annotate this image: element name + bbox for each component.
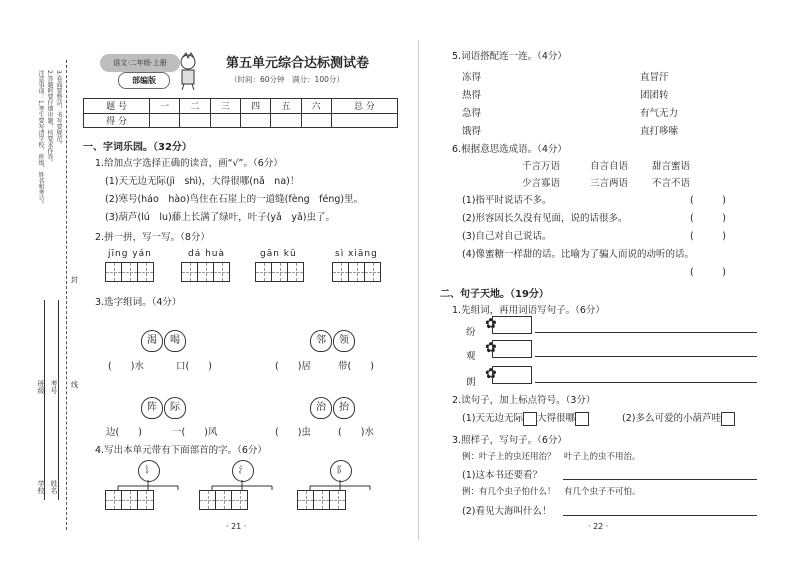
name-label: 姓名 bbox=[50, 480, 58, 494]
page-number-left: · 21 · bbox=[226, 522, 247, 531]
apple-word[interactable]: 口( ) bbox=[176, 361, 212, 372]
match-left[interactable]: 冻得 bbox=[462, 72, 482, 83]
exam-meta: （时间：60分钟 满分：100分） bbox=[230, 75, 344, 84]
pinyin-label: dá huà bbox=[188, 249, 226, 259]
s1-char: 观 bbox=[466, 351, 476, 362]
match-right[interactable]: 直打哆嗦 bbox=[640, 126, 679, 137]
idiom-option: 少言寡语 bbox=[522, 178, 561, 189]
answer-line[interactable] bbox=[535, 382, 757, 383]
answer-paren[interactable]: ( ) bbox=[690, 213, 726, 224]
punct-box[interactable] bbox=[523, 412, 537, 426]
apple-char: 喝 bbox=[164, 330, 186, 352]
match-left[interactable]: 急得 bbox=[462, 108, 482, 119]
answer-paren[interactable]: ( ) bbox=[690, 231, 726, 242]
class-label: 班级 bbox=[37, 380, 45, 394]
s3-title: 3.照样子，写句子。（6分） bbox=[452, 435, 567, 446]
q4-title: 4.写出本单元带有下面部首的字。（6分） bbox=[95, 445, 267, 456]
s1-title: 1.先组词，再用词语写句子。（6分） bbox=[452, 305, 605, 316]
section-2-title: 二、句子天地。（19分） bbox=[440, 289, 549, 300]
apple-word[interactable]: 边( ) bbox=[106, 427, 142, 438]
seal-label: 封 bbox=[71, 276, 78, 284]
school-label: 学校 bbox=[37, 480, 45, 494]
s2-sentence bbox=[622, 410, 735, 426]
answer-line[interactable] bbox=[535, 332, 757, 333]
page-title: 第五单元综合达标测试卷 bbox=[226, 56, 370, 71]
apple-char: 抬 bbox=[333, 397, 355, 419]
match-right[interactable]: 有气无力 bbox=[640, 108, 679, 119]
s2-title: 2.读句子，加上标点符号。（3分） bbox=[452, 395, 596, 406]
flower-icon: ✿ bbox=[485, 316, 497, 332]
q1-item: (3)葫芦(lú lu)藤上长满了绿叶，叶子(yǎ yǎ)虫了。 bbox=[105, 212, 335, 223]
page-divider bbox=[418, 40, 419, 540]
apple-word[interactable]: 带( ) bbox=[338, 361, 374, 372]
apple-word[interactable]: ( )虫 bbox=[275, 427, 311, 438]
score-header: 题 号 bbox=[84, 99, 150, 114]
score-header: 总 分 bbox=[331, 99, 397, 114]
score-header: 五 bbox=[271, 99, 301, 114]
apple-char: 治 bbox=[310, 397, 332, 419]
grade-badge: 语文·二年级·上册 bbox=[100, 54, 180, 72]
apple-char: 邻 bbox=[310, 330, 332, 352]
notes-1: 注意事项：1.考生要写清学校、班级、姓名和考号。 bbox=[37, 70, 44, 208]
radical-grid[interactable] bbox=[298, 490, 346, 510]
apple-char: 领 bbox=[333, 330, 355, 352]
pinyin-label: gān kū bbox=[260, 249, 297, 259]
q6-item: (4)像蜜糖一样甜的话。比喻为了骗人而说的动听的话。 bbox=[462, 249, 694, 260]
score-row-label: 得 分 bbox=[84, 113, 150, 128]
s2-part-c: (2)多么可爱的小葫芦哇 bbox=[622, 413, 721, 424]
answer-line[interactable] bbox=[563, 479, 757, 480]
pinyin-label: jīng yán bbox=[108, 249, 152, 259]
score-header: 四 bbox=[240, 99, 270, 114]
score-header: 二 bbox=[180, 99, 210, 114]
score-header: 一 bbox=[150, 99, 180, 114]
s2-part-a: (1)天无边无际 bbox=[462, 413, 523, 424]
s2-sentence bbox=[462, 410, 589, 426]
apple-word[interactable]: ( )水 bbox=[108, 361, 144, 372]
apple-word[interactable]: ( )水 bbox=[338, 427, 374, 438]
word-box[interactable] bbox=[492, 316, 532, 334]
match-right[interactable]: 直冒汗 bbox=[640, 72, 669, 83]
q1-item: (2)寒号(háo hào)鸟住在石崖上的一道缝(fèng féng)里。 bbox=[105, 194, 364, 205]
match-left[interactable]: 饿得 bbox=[462, 126, 482, 137]
radical-grid[interactable] bbox=[106, 490, 154, 510]
idiom-option: 自言自语 bbox=[590, 161, 629, 172]
q6-item: (2)形容因长久没有见面，说的话很多。 bbox=[462, 213, 628, 224]
idiom-option: 甜言蜜语 bbox=[652, 161, 691, 172]
q6-item: (1)指平时说话不多。 bbox=[462, 195, 552, 206]
example-1: 例：叶子上的虫还用治？ 叶子上的虫不用治。 bbox=[462, 452, 641, 462]
apple-word[interactable]: 一( )风 bbox=[172, 427, 218, 438]
answer-line[interactable] bbox=[535, 356, 757, 357]
answer-line[interactable] bbox=[563, 515, 757, 516]
s1-char: 朗 bbox=[466, 377, 476, 388]
match-right[interactable]: 团团转 bbox=[640, 90, 669, 101]
notes-3: 3.卷面要整洁，书写要规范。 bbox=[55, 70, 62, 148]
apple-word[interactable]: ( )居 bbox=[275, 361, 311, 372]
edition-badge: 部编版 bbox=[118, 72, 170, 89]
q2-title: 2.拼一拼，写一写。（8分） bbox=[95, 232, 210, 243]
q6-title: 6.根据意思选成语。（4分） bbox=[452, 144, 567, 155]
radical-grid[interactable] bbox=[200, 490, 248, 510]
idiom-option: 三言两语 bbox=[590, 178, 629, 189]
answer-paren[interactable]: ( ) bbox=[690, 195, 726, 206]
q1-title: 1.给加点字选择正确的读音，画“√”。（6分） bbox=[95, 158, 283, 169]
s3-item: (1)这本书还要看？ bbox=[462, 470, 542, 481]
punct-box[interactable] bbox=[575, 412, 589, 426]
idiom-option: 千言万语 bbox=[522, 161, 561, 172]
id-label: 考号 bbox=[50, 380, 58, 394]
q5-title: 5.词语搭配连一连。（4分） bbox=[452, 51, 567, 62]
radical-icon: 氵 bbox=[232, 460, 254, 482]
pinyin-label: sì xiāng bbox=[335, 249, 378, 259]
word-box[interactable] bbox=[492, 366, 532, 384]
score-header: 六 bbox=[301, 99, 331, 114]
q1-item: (1)天无边无际(jì shì)，大得很哪(nǎ na)！ bbox=[105, 176, 300, 187]
flower-icon: ✿ bbox=[485, 366, 497, 382]
apple-char: 渴 bbox=[141, 330, 163, 352]
match-left[interactable]: 热得 bbox=[462, 90, 482, 101]
apple-char: 阵 bbox=[141, 397, 163, 419]
page-number-right: · 22 · bbox=[588, 522, 609, 531]
s2-part-b: 大得很哪 bbox=[536, 413, 575, 424]
answer-paren[interactable]: ( ) bbox=[690, 267, 726, 278]
example-2: 例：有几个虫子怕什么！ 有几个虫子不可怕。 bbox=[462, 487, 641, 497]
q3-title: 3.选字组词。（4分） bbox=[95, 297, 182, 308]
s3-item: (2)看见大海叫什么！ bbox=[462, 506, 552, 517]
word-box[interactable] bbox=[492, 340, 532, 358]
radical-icon: 讠 bbox=[138, 460, 160, 482]
line-label: 线 bbox=[71, 381, 78, 389]
radical-icon: 阝 bbox=[330, 460, 352, 482]
punct-box[interactable] bbox=[721, 412, 735, 426]
q6-item: (3)自己对自己说话。 bbox=[462, 231, 552, 242]
idiom-option: 不言不语 bbox=[652, 178, 691, 189]
s1-char: 纷 bbox=[466, 327, 476, 338]
flower-icon: ✿ bbox=[485, 340, 497, 356]
section-1-title: 一、字词乐园。（32分） bbox=[83, 142, 192, 153]
notes-2: 2.答题时要仔细审题，按要求作答。 bbox=[46, 70, 53, 166]
apple-char: 际 bbox=[164, 397, 186, 419]
score-header: 三 bbox=[210, 99, 240, 114]
